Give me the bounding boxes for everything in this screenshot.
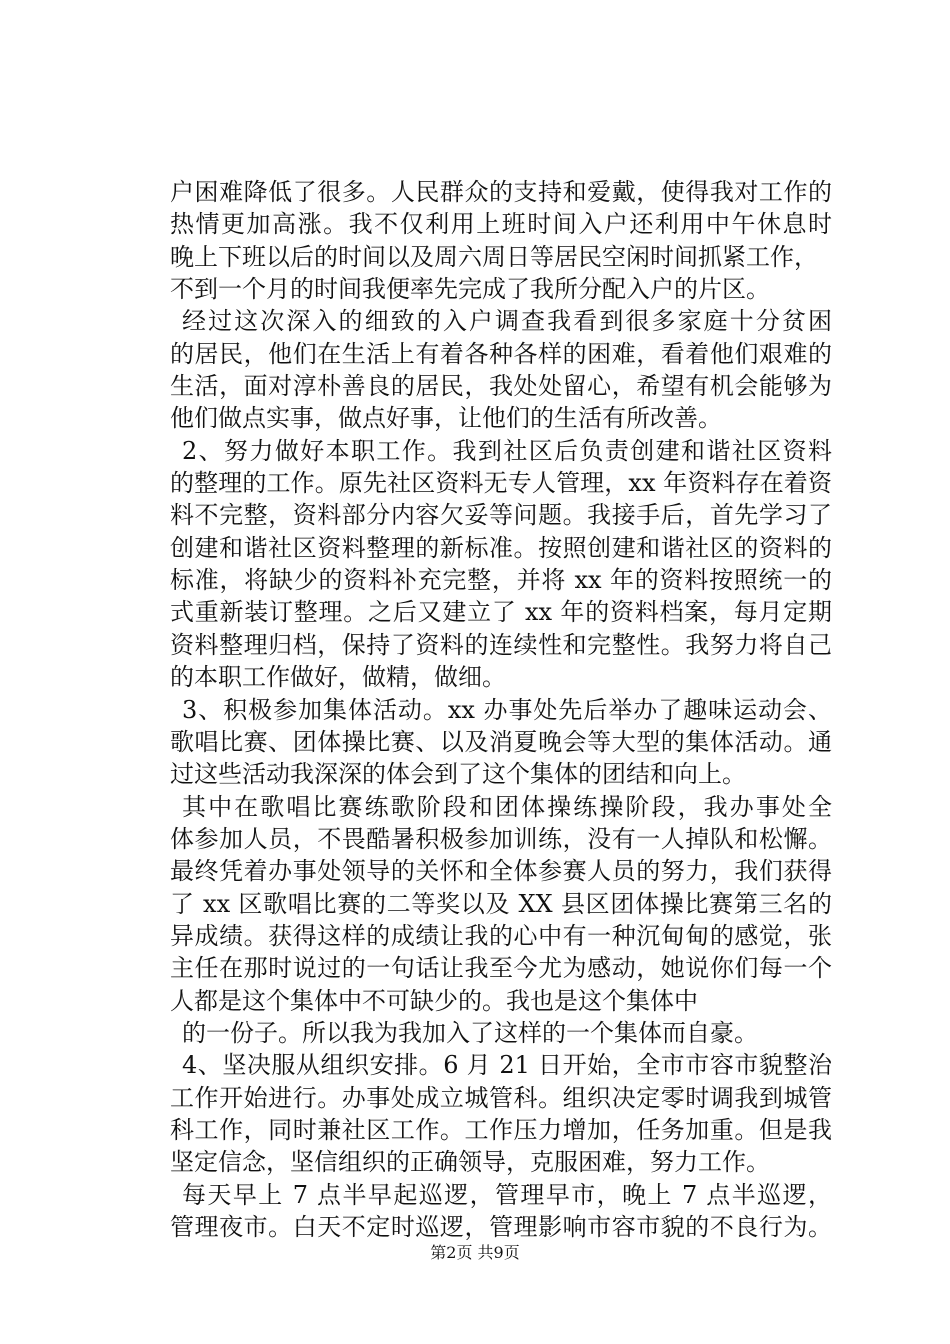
text-line: 最终凭着办事处领导的关怀和全体参赛人员的努力，我们获得: [170, 857, 832, 886]
text-line: 资料整理归档，保持了资料的连续性和完整性。我努力将自己: [170, 630, 832, 659]
text-line: 科工作，同时兼社区工作。工作压力增加，任务加重。但是我: [170, 1115, 832, 1144]
text-line: 其中在歌唱比赛练歌阶段和团体操练操阶段，我办事处全: [182, 792, 832, 821]
text-line: 4、坚决服从组织安排。6 月 21 日开始，全市市容市貌整治: [182, 1051, 832, 1080]
text-line: 经过这次深入的细致的入户调查我看到很多家庭十分贫困: [182, 307, 832, 336]
document-body: [170, 176, 832, 1243]
text-line: 标准，将缺少的资料补充完整，并将 xx 年的资料按照统一的: [170, 566, 832, 595]
text-line: 的本职工作做好，做精，做细。: [170, 663, 506, 692]
page-footer: 第2页 共9页: [430, 1243, 520, 1262]
text-line: 坚定信念，坚信组织的正确领导，克服困难，努力工作。: [170, 1148, 770, 1177]
text-line: 3、积极参加集体活动。xx 办事处先后举办了趣味运动会、: [182, 695, 832, 724]
text-line: 不到一个月的时间我便率先完成了我所分配入户的片区。: [170, 275, 770, 304]
text-line: 管理夜市。白天不定时巡逻，管理影响市容市貌的不良行为。: [170, 1213, 832, 1241]
text-line: 工作开始进行。办事处成立城管科。组织决定零时调我到城管: [170, 1083, 832, 1112]
text-line: 生活，面对淳朴善良的居民，我处处留心，希望有机会能够为: [170, 372, 832, 401]
text-line: 式重新装订整理。之后又建立了 xx 年的资料档案，每月定期: [170, 598, 832, 627]
text-line: 异成绩。获得这样的成绩让我的心中有一种沉甸甸的感觉，张: [170, 921, 832, 950]
text-line: 创建和谐社区资料整理的新标准。按照创建和谐社区的资料的: [170, 533, 832, 562]
text-line: 的整理的工作。原先社区资料无专人管理，xx 年资料存在着资: [170, 469, 832, 498]
text-line: 体参加人员，不畏酷暑积极参加训练，没有一人掉队和松懈。: [170, 824, 832, 853]
text-line: 过这些活动我深深的体会到了这个集体的团结和向上。: [170, 760, 746, 789]
text-line: 他们做点实事，做点好事，让他们的生活有所改善。: [170, 404, 722, 433]
text-line: 主任在那时说过的一句话让我至今尤为感动，她说你们每一个: [170, 954, 832, 983]
text-line: 人都是这个集体中不可缺少的。我也是这个集体中: [170, 986, 698, 1015]
text-line: 料不完整，资料部分内容欠妥等问题。我接手后，首先学习了: [170, 501, 832, 530]
text-line: 的一份子。所以我为我加入了这样的一个集体而自豪。: [182, 1018, 758, 1047]
text-line: 热情更加高涨。我不仅利用上班时间入户还利用中午休息时: [170, 210, 832, 239]
text-line: 的居民，他们在生活上有着各种各样的困难，看着他们艰难的: [170, 339, 832, 368]
text-line: 户困难降低了很多。人民群众的支持和爱戴，使得我对工作的: [170, 178, 832, 206]
text-line: 了 xx 区歌唱比赛的二等奖以及 XX 县区团体操比赛第三名的: [170, 889, 832, 918]
text-line: 2、努力做好本职工作。我到社区后负责创建和谐社区资料: [182, 436, 832, 465]
text-line: 歌唱比赛、团体操比赛、以及消夏晚会等大型的集体活动。通: [170, 727, 832, 756]
text-line: 每天早上 7 点半早起巡逻，管理早市，晚上 7 点半巡逻，: [182, 1180, 832, 1209]
text-line: 晚上下班以后的时间以及周六周日等居民空闲时间抓紧工作，: [170, 242, 818, 271]
